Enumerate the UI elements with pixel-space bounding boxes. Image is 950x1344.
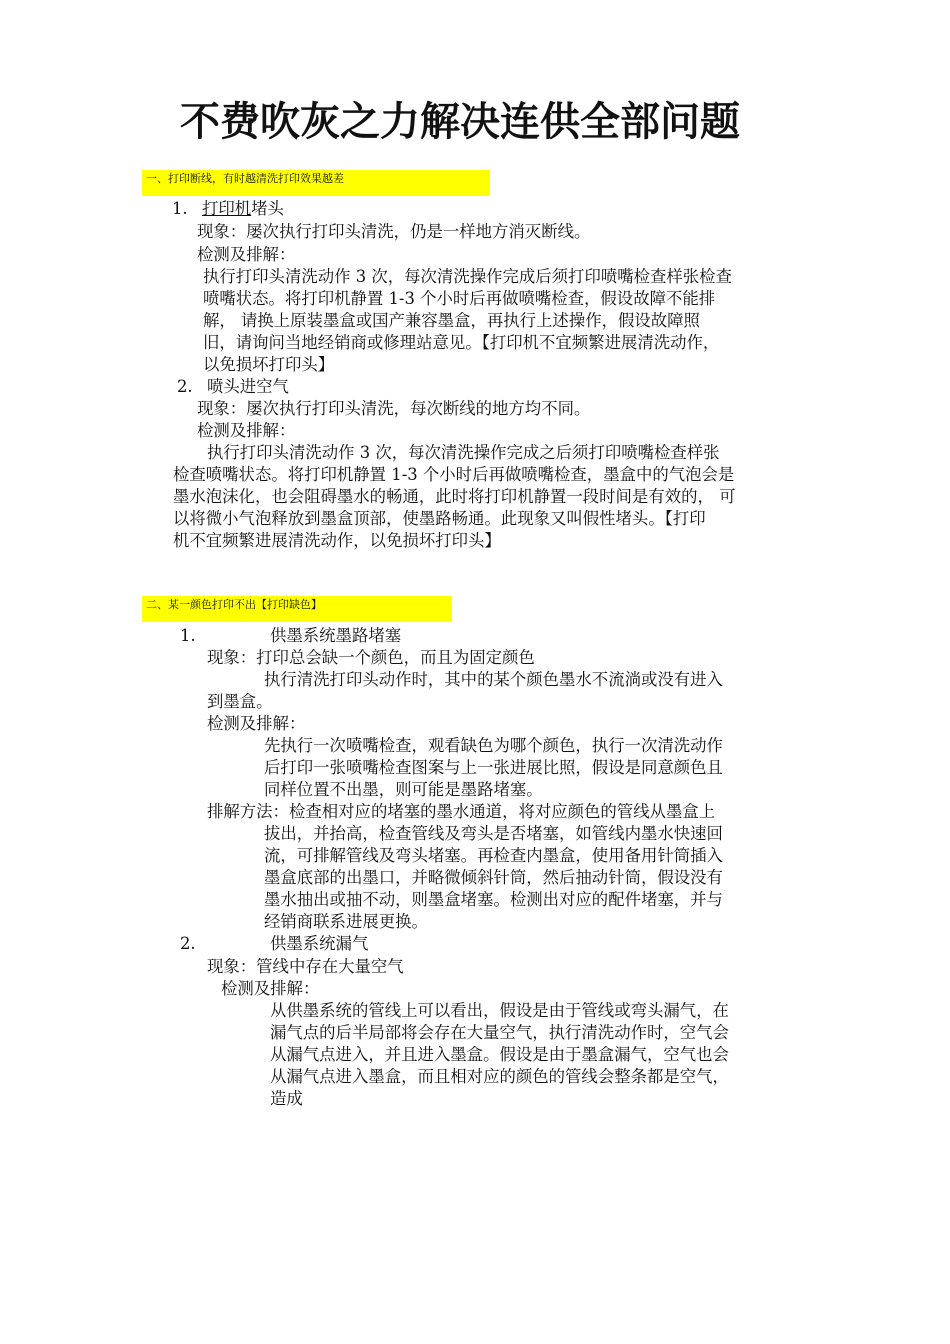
item-1-1-heading: [202, 198, 284, 221]
item-2-1-number: 1.: [180, 626, 196, 645]
item-2-1-method-line: 墨盒底部的出墨口，并略微倾斜针筒，然后抽动针筒，假设没有: [264, 868, 723, 887]
item-2-1-method-line: 经销商联系进展更换。: [264, 912, 428, 931]
page-title: 不费吹灰之力解决连供全部问题: [180, 99, 740, 145]
item-1-1-line: 喷嘴状态。将打印机静置 1-3 个小时后再做喷嘴检查，假设故障不能排: [203, 289, 716, 308]
item-1-1-line: 旧，请询问当地经销商或修理站意见。【打印机不宜频繁进展清洗动作，: [203, 333, 720, 352]
item-1-2-line: 以将微小气泡释放到墨盒顶部，使墨路畅通。此现象又叫假性堵头。【打印: [173, 509, 706, 528]
section-2-banner: 二、某一颜色打印不出【打印缺色】: [142, 596, 452, 622]
item-2-1-phenomenon-line: 到墨盒。: [207, 692, 273, 711]
item-1-1-phenomenon: 现象：屡次执行打印头清洗，仍是一样地方消灭断线。: [197, 222, 591, 241]
item-1-2-line: 执行打印头清洗动作 3 次，每次清洗操作完成之后须打印喷嘴检查样张: [207, 443, 720, 462]
item-1-2-number: 2.: [177, 377, 193, 396]
item-2-2-line: 造成: [270, 1089, 303, 1108]
item-2-1-phenomenon: 现象：打印总会缺一个颜色，而且为固定颜色: [207, 648, 535, 667]
item-2-1-detect-label: 检测及排解：: [207, 714, 306, 733]
item-1-1-line: 以免损坏打印头】: [203, 355, 335, 374]
item-2-2-line: 漏气点的后半局部将会存在大量空气，执行清洗动作时，空气会: [270, 1023, 729, 1042]
item-2-1-line: 后打印一张喷嘴检查图案与上一张进展比照，假设是同意颜色且: [264, 758, 723, 777]
item-2-2-number: 2.: [180, 934, 196, 953]
item-1-1-detect-label: 检测及排解：: [197, 245, 296, 264]
item-1-2-heading: 喷头进空气: [207, 377, 289, 396]
item-2-2-heading: 供墨系统漏气: [270, 934, 369, 953]
section-1-banner: 一、打印断线，有时越清洗打印效果越差: [142, 170, 490, 196]
item-1-2-phenomenon: 现象：屡次执行打印头清洗，每次断线的地方均不同。: [197, 399, 591, 418]
item-1-1-heading-underlined: 打印机: [202, 199, 252, 218]
item-1-1-number: 1.: [172, 199, 188, 218]
item-1-2-line: 机不宜频繁进展清洗动作，以免损坏打印头】: [173, 531, 501, 550]
item-1-1-line: 解， 请换上原装墨盒或国产兼容墨盒，再执行上述操作，假设故障照: [203, 311, 700, 330]
item-1-1-line: 执行打印头清洗动作 3 次，每次清洗操作完成后须打印喷嘴检查样张检查: [203, 267, 732, 286]
item-2-1-phenomenon-line: 执行清洗打印头动作时，其中的某个颜色墨水不流淌或没有进入: [264, 670, 723, 689]
item-2-1-line: 同样位置不出墨，则可能是墨路堵塞。: [264, 780, 543, 799]
item-1-1-heading-rest: 堵头: [251, 199, 284, 218]
item-1-2-detect-label: 检测及排解：: [197, 421, 296, 440]
item-2-2-line: 从漏气点进入墨盒，而且相对应的颜色的管线会整条都是空气，: [270, 1067, 729, 1086]
item-2-2-line: 从供墨系统的管线上可以看出，假设是由于管线或弯头漏气，在: [270, 1001, 729, 1020]
item-2-1-method-label: 排解方法：: [207, 802, 289, 821]
item-1-2-line: 检查喷嘴状态。将打印机静置 1-3 个小时后再做喷嘴检查，墨盒中的气泡会是: [173, 465, 735, 484]
item-1-2-line: 墨水泡沫化，也会阻碍墨水的畅通，此时将打印机静置一段时间是有效的， 可: [173, 487, 736, 506]
item-2-2-detect-label: 检测及排解：: [221, 979, 320, 998]
item-2-2-line: 从漏气点进入，并且进入墨盒。假设是由于墨盒漏气，空气也会: [270, 1045, 729, 1064]
item-2-2-phenomenon: 现象：管线中存在大量空气: [207, 957, 404, 976]
item-2-1-method-line: 检查相对应的堵塞的墨水通道，将对应颜色的管线从墨盒上: [289, 802, 716, 821]
item-2-1-method-line: 墨水抽出或抽不动，则墨盒堵塞。检测出对应的配件堵塞，并与: [264, 890, 723, 909]
item-2-1-line: 先执行一次喷嘴检查，观看缺色为哪个颜色，执行一次清洗动作: [264, 736, 723, 755]
item-2-1-heading: 供墨系统墨路堵塞: [270, 626, 402, 645]
item-2-1-method-line: 流，可排解管线及弯头堵塞。再检查内墨盒，使用备用针筒插入: [264, 846, 723, 865]
item-2-1-method-line: 拔出，并抬高，检查管线及弯头是否堵塞，如管线内墨水快速回: [264, 824, 723, 843]
